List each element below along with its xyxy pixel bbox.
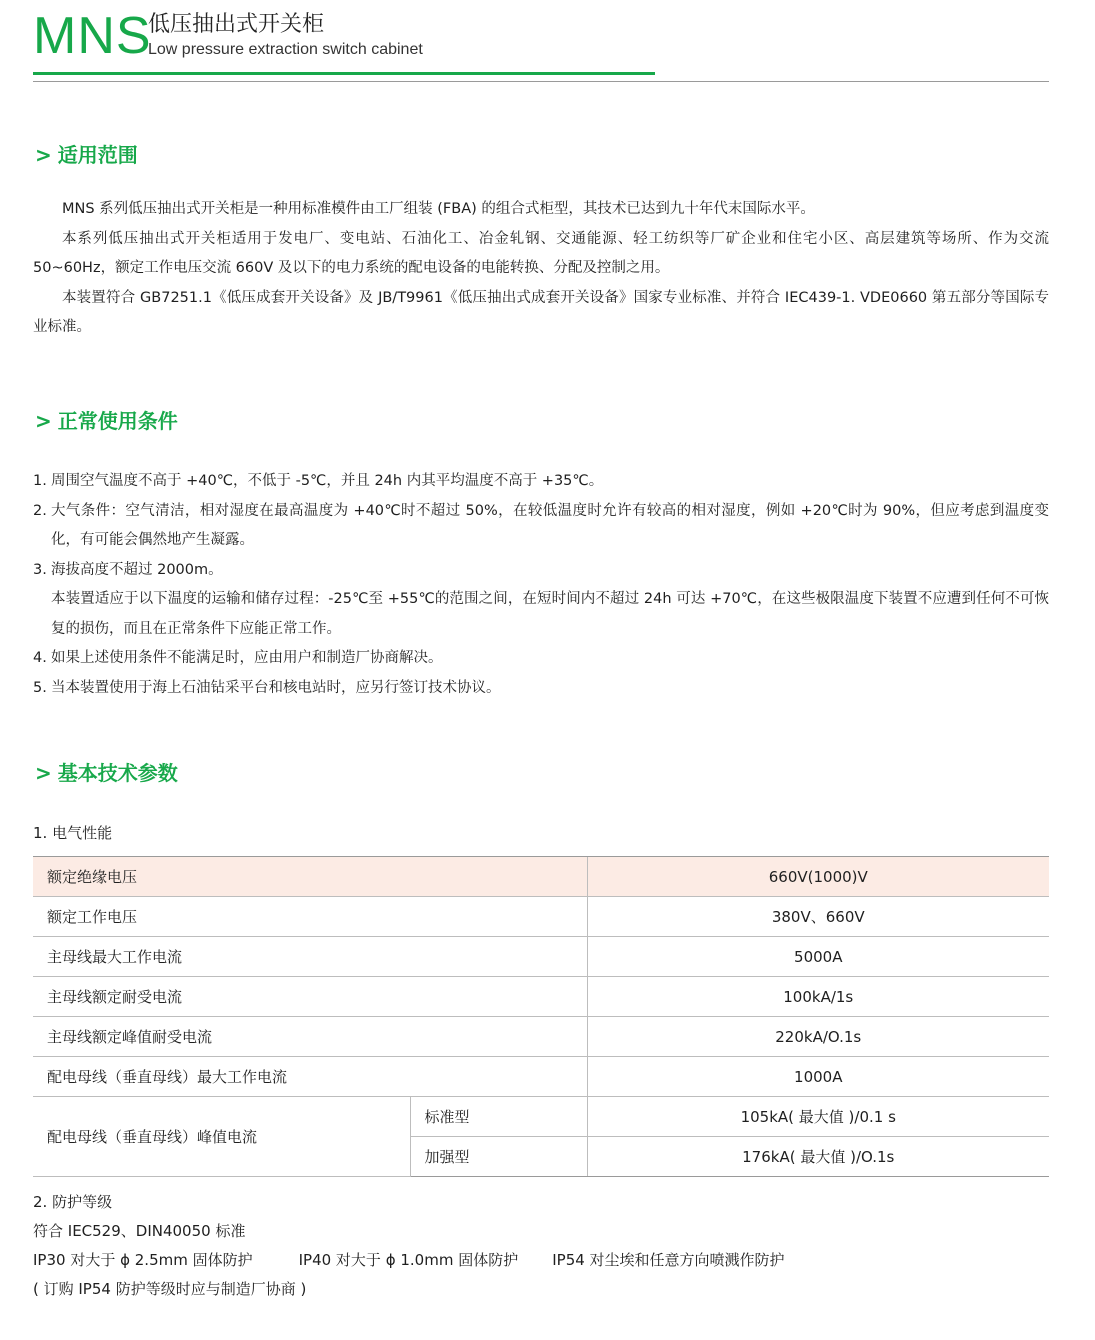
table-row — [33, 1057, 1049, 1097]
table-row — [33, 1097, 1049, 1137]
table-cell-label: 主母线最大工作电流 — [33, 937, 587, 977]
header-accent-rule — [33, 72, 655, 75]
subheading-electrical: 1. 电气性能 — [33, 824, 113, 842]
chevron-right-icon: > — [35, 143, 52, 167]
table-row — [33, 1017, 1049, 1057]
page-header — [33, 8, 1049, 88]
table-cell-label: 配电母线（垂直母线）峰值电流 — [33, 1097, 410, 1177]
table-cell-value: 176kA( 最大值 )/O.1s — [587, 1137, 1049, 1177]
subheading-protection: 2. 防护等级 — [33, 1193, 113, 1211]
table-cell-label: 配电母线（垂直母线）最大工作电流 — [33, 1057, 587, 1097]
scope-paragraph: 本装置符合 GB7251.1《低压成套开关设备》及 JB/T9961《低压抽出式成套开关设备》国家专业标准、并符合 IEC439-1. VDE0660 第五部分等国际专业标准。 — [33, 289, 1049, 335]
table-row — [33, 937, 1049, 977]
list-item: 5. 当本装置使用于海上石油钻采平台和核电站时，应另行签订技术协议。 — [33, 679, 501, 696]
table-row — [33, 857, 1049, 897]
chevron-right-icon: > — [35, 761, 52, 785]
section-title-scope: > 适用范围 — [35, 143, 138, 167]
table-cell-label: 主母线额定耐受电流 — [33, 977, 587, 1017]
conditions-list — [33, 467, 1049, 703]
list-item: 1. 周围空气温度不高于 +40℃，不低于 -5℃，并且 24h 内其平均温度不高于 +35℃。 — [33, 473, 604, 489]
table-cell-label: 主母线额定峰值耐受电流 — [33, 1017, 587, 1057]
header-divider — [33, 81, 1049, 82]
table-cell-value: 100kA/1s — [587, 977, 1049, 1017]
table-cell-value: 5000A — [587, 937, 1049, 977]
table-cell-type: 标准型 — [410, 1097, 587, 1137]
scope-paragraph: MNS 系列低压抽出式开关柜是一种用标准模件由工厂组装 (FBA) 的组合式柜型，其技术已达到九十年代末国际水平。 — [62, 201, 815, 217]
protection-levels — [33, 1246, 1049, 1275]
section-title-parameters: > 基本技术参数 — [35, 761, 178, 785]
table-row — [33, 897, 1049, 937]
table-cell-label: 额定绝缘电压 — [33, 857, 587, 897]
table-cell-value: 105kA( 最大值 )/0.1 s — [587, 1097, 1049, 1137]
scope-paragraphs — [33, 195, 1049, 343]
table-row — [33, 977, 1049, 1017]
table-cell-type: 加强型 — [410, 1137, 587, 1177]
table-cell-value: 380V、660V — [587, 897, 1049, 937]
table-cell-value: 220kA/O.1s — [587, 1017, 1049, 1057]
scope-paragraph: 本系列低压抽出式开关柜适用于发电厂、变电站、石油化工、冶金轧钢、交通能源、轻工纺织等厂矿企业和住宅小区、高层建筑等场所、作为交流 50~60Hz，额定工作电压交流 660V 及以下的电力系统的配电设备的电能转换、分配及控制之用。 — [33, 230, 1049, 276]
table-cell-label: 额定工作电压 — [33, 897, 587, 937]
table-cell-value: 1000A — [587, 1057, 1049, 1097]
protection-ip30: IP30 对大于 ϕ 2.5mm 固体防护 — [33, 1251, 253, 1269]
list-item: 3. 海拔高度不超过 2000m。 — [33, 561, 223, 578]
protection-ip40: IP40 对大于 ϕ 1.0mm 固体防护 — [298, 1251, 519, 1269]
brand-logo-text: MNS — [33, 7, 152, 65]
chevron-right-icon: > — [35, 409, 52, 433]
electrical-spec-table — [33, 856, 1049, 1177]
list-item-note: 本装置适应于以下温度的运输和储存过程：-25℃至 +55℃的范围之间，在短时间内不超过 24h 可达 +70℃，在这些极限温度下装置不应遭到任何不可恢复的损伤，而且在正常条件下应能正常工作。 — [51, 591, 1049, 637]
table-cell-value: 660V(1000)V — [587, 857, 1049, 897]
protection-standard: 符合 IEC529、DIN40050 标准 — [33, 1222, 246, 1240]
protection-block — [33, 1188, 1049, 1304]
title-chinese: 低压抽出式开关柜 — [148, 12, 325, 37]
list-item: 4. 如果上述使用条件不能满足时，应由用户和制造厂协商解决。 — [33, 650, 443, 666]
title-english: Low pressure extraction switch cabinet — [148, 41, 423, 58]
protection-note: ( 订购 IP54 防护等级时应与制造厂协商 ) — [33, 1280, 307, 1298]
section-title-conditions: > 正常使用条件 — [35, 409, 178, 433]
list-item: 2. 大气条件：空气清洁，相对湿度在最高温度为 +40℃时不超过 50%，在较低温度时允许有较高的相对湿度，例如 +20℃时为 90%，但应考虑到温度变化，有可能会偶然地产生凝露。 — [33, 502, 1049, 548]
protection-ip54: IP54 对尘埃和任意方向喷溅作防护 — [552, 1251, 785, 1269]
